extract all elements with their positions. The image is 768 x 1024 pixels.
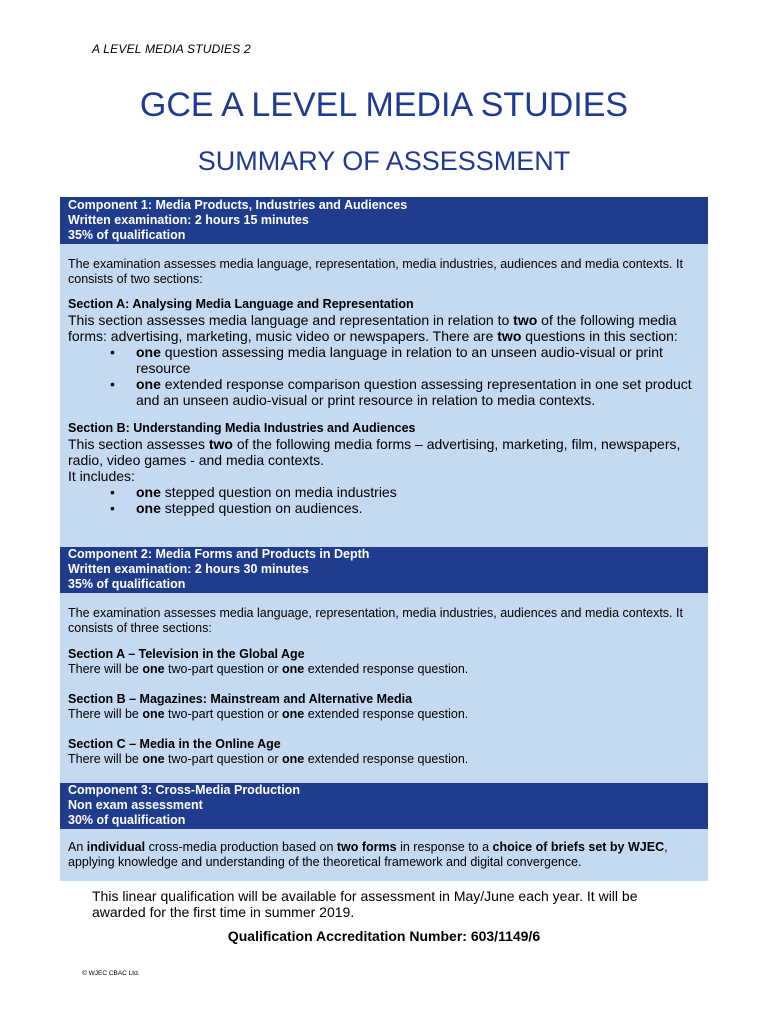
component-1-section-b-text: This section assesses two of the following media forms – advertising, marketing, film, newspapers, radio, video games - and media contexts. [68, 436, 681, 468]
component-2-box [60, 547, 708, 783]
component-1-header [60, 197, 708, 244]
component-1-section-b-includes: It includes: [68, 468, 135, 484]
component-3-assessment-type: Non exam assessment [68, 798, 203, 812]
list-item: • one extended response comparison question assessing representation in one set product and an unseen audio-visual or print resource in relation to media contexts. [110, 376, 692, 408]
component-2-section-a-text: There will be one two-part question or one extended response question. [68, 662, 469, 676]
component-2-section-b-title: Section B – Magazines: Mainstream and Alternative Media [68, 692, 413, 706]
component-2-weighting: 35% of qualification [68, 577, 186, 591]
component-2-section-a-title: Section A – Television in the Global Age [68, 647, 305, 661]
page-title: GCE A LEVEL MEDIA STUDIES [139, 86, 629, 124]
component-2-section-c-text: There will be one two-part question or one extended response question. [68, 752, 469, 766]
component-3-title: Component 3: Cross-Media Production [68, 783, 300, 797]
bullet-icon: • [110, 500, 115, 516]
component-1-section-b-title: Section B: Understanding Media Industries and Audiences [68, 421, 416, 435]
component-3-body [60, 829, 708, 881]
component-3-box [60, 783, 708, 881]
component-1-section-a-text: This section assesses media language and representation in relation to two of the following media forms: advertising, marketing, music video or newspapers. There are two questions in this section: [68, 312, 678, 344]
component-2-section-c-title: Section C – Media in the Online Age [68, 737, 281, 751]
component-2-title: Component 2: Media Forms and Products in Depth [68, 547, 370, 561]
component-1-section-a-title: Section A: Analysing Media Language and Representation [68, 297, 414, 311]
list-item: • one question assessing media language in relation to an unseen audio-visual or print resource [110, 344, 663, 376]
component-1-intro: The examination assesses media language, representation, media industries, audiences and media contexts. It consists of two sections: [68, 257, 683, 286]
component-1-duration: Written examination: 2 hours 15 minutes [68, 213, 309, 227]
bullet-icon: • [110, 376, 115, 392]
component-1-section-b-list [68, 484, 700, 516]
running-header: A LEVEL MEDIA STUDIES 2 [92, 42, 251, 56]
component-2-section-b-text: There will be one two-part question or one extended response question. [68, 707, 469, 721]
component-1-body [60, 244, 708, 548]
component-1-box [60, 197, 708, 548]
component-1-title: Component 1: Media Products, Industries and Audiences [68, 198, 408, 212]
component-3-header [60, 783, 708, 829]
bullet-icon: • [110, 344, 115, 360]
list-item: • one stepped question on audiences. [110, 500, 363, 516]
page-subtitle: SUMMARY OF ASSESSMENT [197, 146, 571, 176]
accreditation-number: Qualification Accreditation Number: 603/1149/6 [227, 928, 541, 944]
list-item: • one stepped question on media industries [110, 484, 397, 500]
component-1-weighting: 35% of qualification [68, 228, 186, 242]
component-2-body [60, 593, 708, 783]
component-2-duration: Written examination: 2 hours 30 minutes [68, 562, 309, 576]
component-3-weighting: 30% of qualification [68, 813, 186, 827]
component-2-intro: The examination assesses media language, representation, media industries, audiences and media contexts. It consists of three sections: [68, 606, 683, 635]
component-3-description: An individual cross-media production based on two forms in response to a choice of briefs set by WJEC, applying knowledge and understanding of the theoretical framework and digital convergence. [68, 840, 668, 869]
copyright-notice: © WJEC CBAC Ltd. [82, 970, 140, 977]
bullet-icon: • [110, 484, 115, 500]
linear-qualification-note: This linear qualification will be available for assessment in May/June each year. It will be awarded for the first time in summer 2019. [92, 888, 638, 920]
component-2-header [60, 547, 708, 593]
component-1-section-a-list [68, 344, 700, 408]
